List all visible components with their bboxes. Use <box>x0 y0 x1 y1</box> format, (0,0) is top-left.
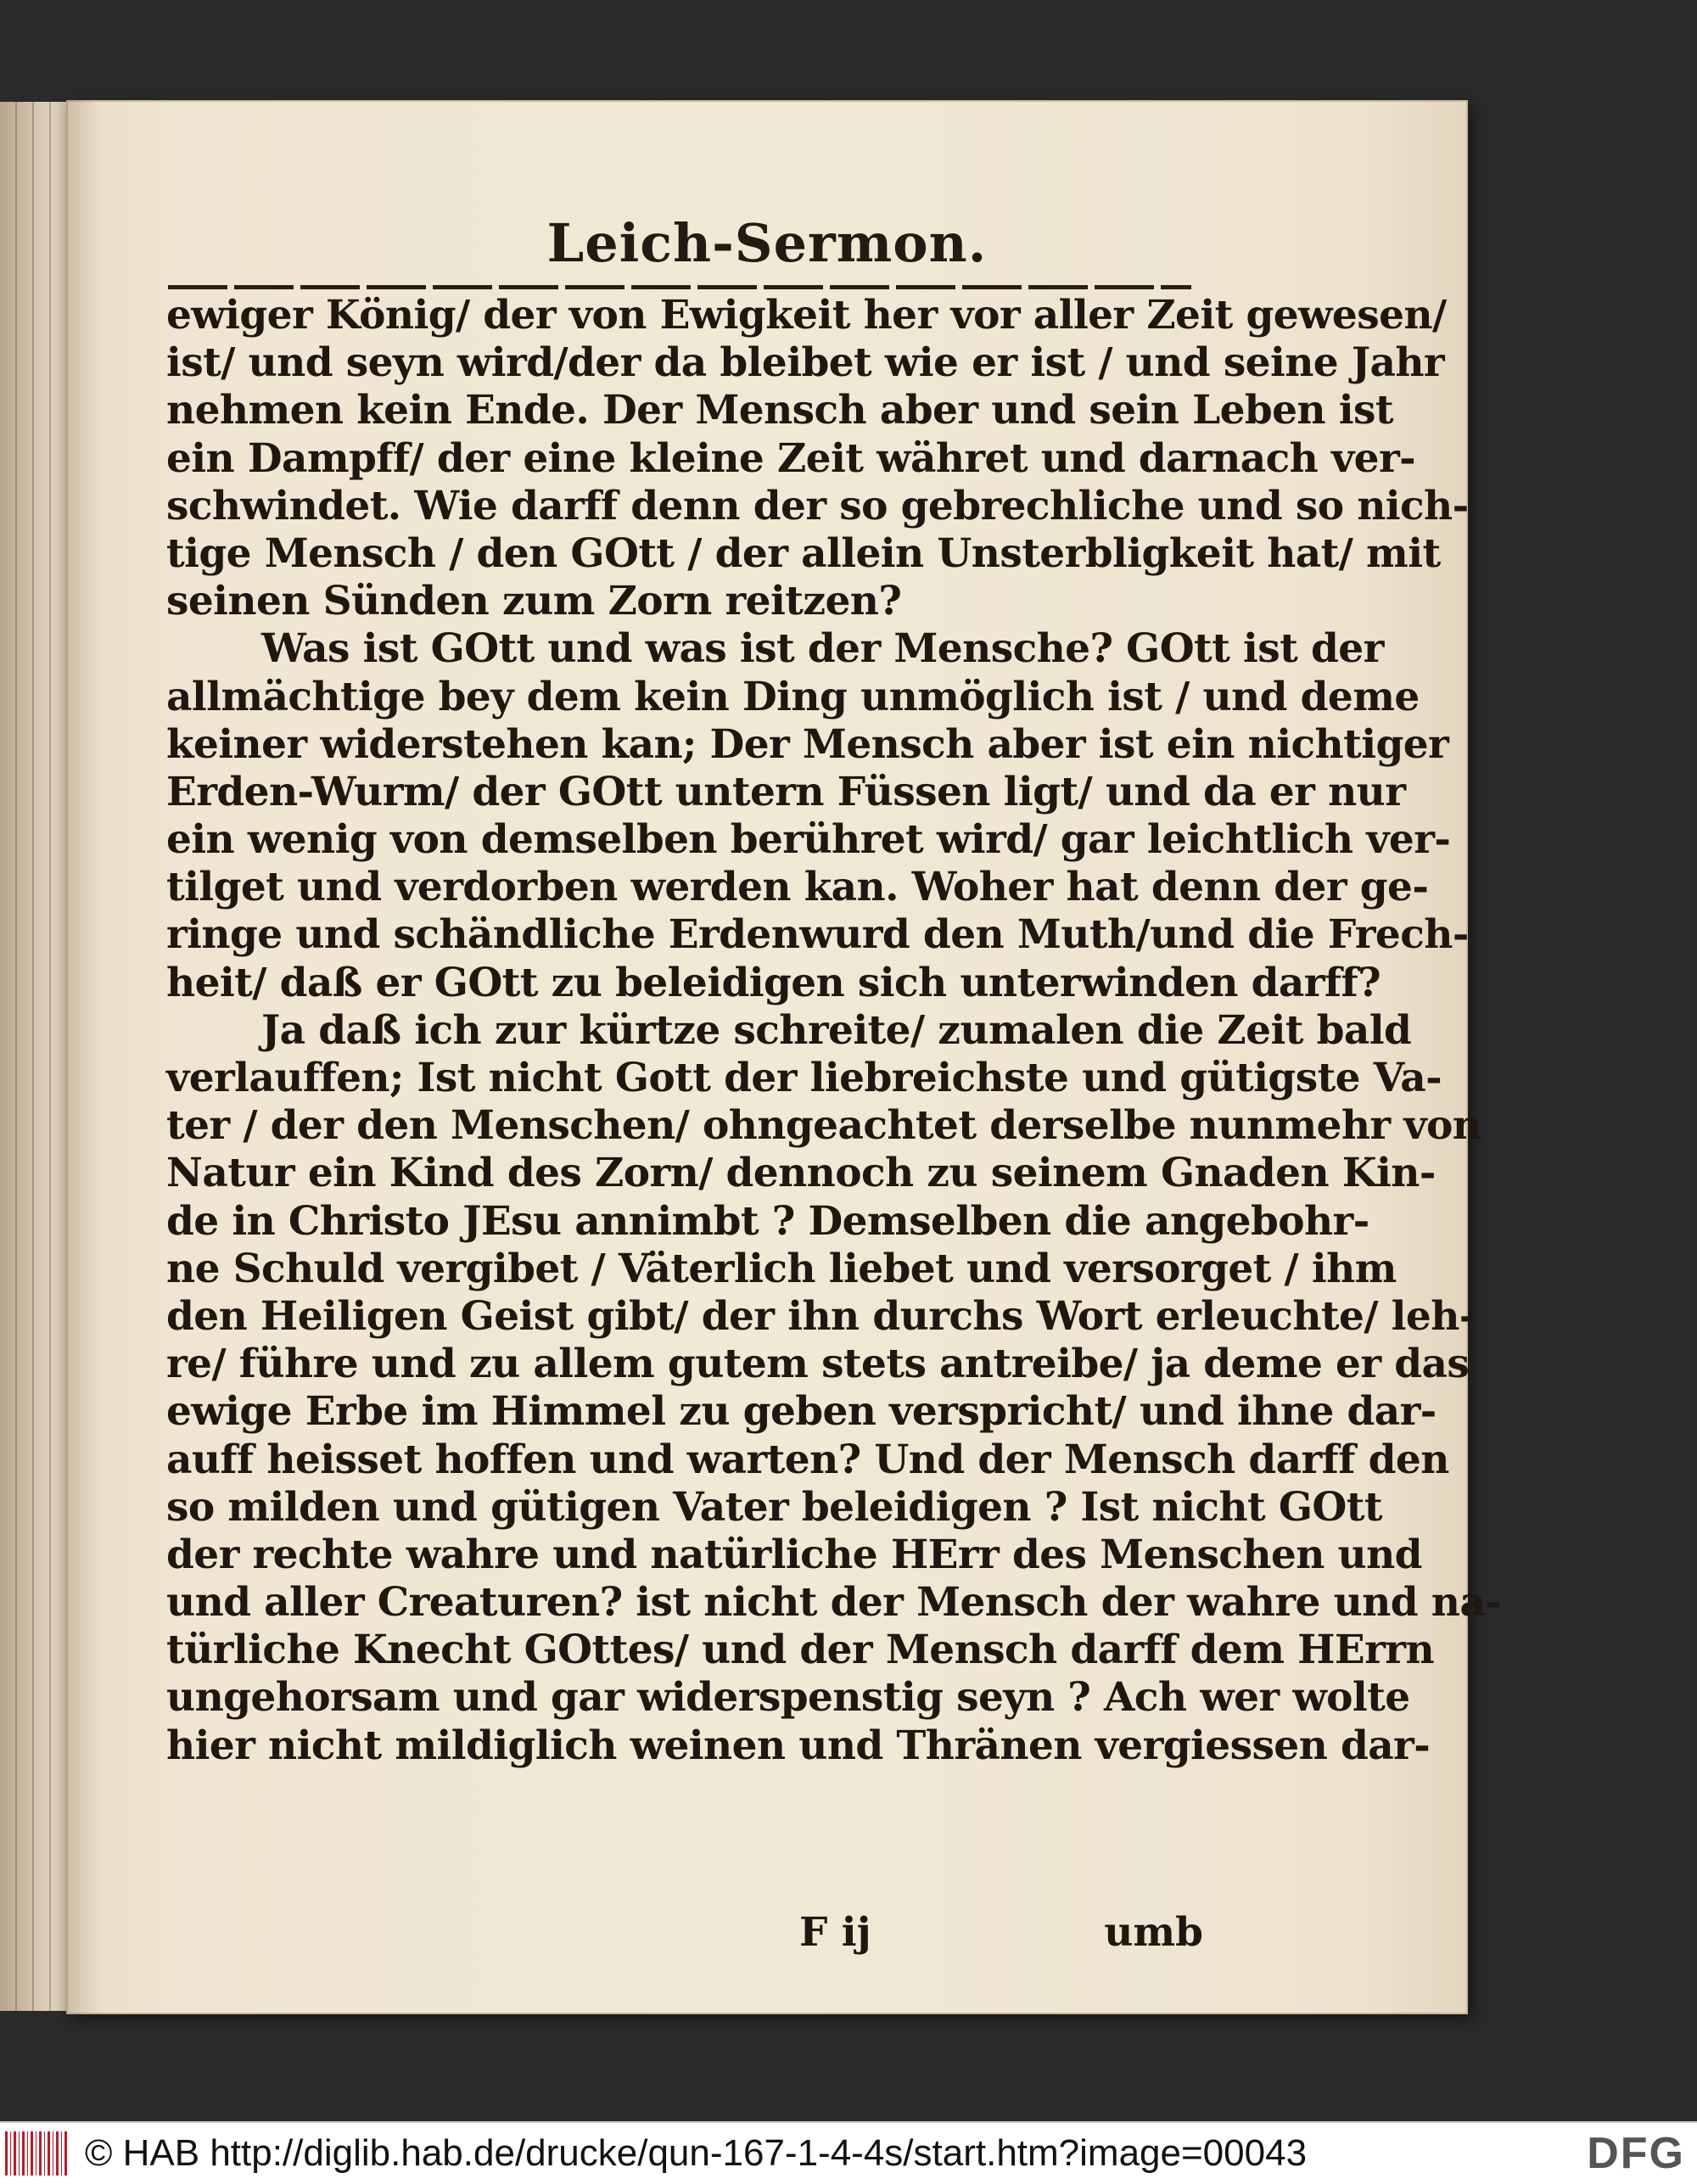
text-line: ewiger König/ der von Ewigkeit her vor aller Zeit gewesen/ <box>166 292 1447 339</box>
text-line: ewige Erbe im Himmel zu geben verspricht/ und ihne dar- <box>166 1388 1437 1436</box>
text-line: ter / der den Menschen/ ohngeachtet derselbe nunmehr von <box>166 1102 1481 1150</box>
text-line: ungehorsam und gar widerspenstig seyn ? Ach wer wolte <box>166 1674 1410 1722</box>
dfg-logo: DFG <box>1587 2129 1685 2178</box>
text-line: de in Christo JEsu annimbt ? Demselben die angebohr- <box>166 1197 1369 1245</box>
source-link[interactable]: © HAB http://diglib.hab.de/drucke/qun-167-1-4-4s/start.htm?image=00043 <box>85 2132 1308 2174</box>
barcode-icon <box>5 2131 70 2176</box>
page-edge-line <box>32 102 34 2011</box>
text-line: ne Schuld vergibet / Väterlich liebet und versorget / ihm <box>166 1245 1397 1292</box>
running-head: Leich-Sermon. <box>546 212 988 274</box>
page-edge-line <box>15 102 17 2011</box>
text-line: allmächtige bey dem kein Ding unmöglich ist / und deme <box>166 673 1420 720</box>
header-rule <box>168 285 1191 289</box>
page-gutter-shadow <box>66 100 100 2014</box>
book-page <box>66 100 1502 2014</box>
text-line: auff heisset hoffen und warten? Und der Mensch darff den <box>166 1436 1449 1483</box>
text-line: nehmen kein Ende. Der Mensch aber und sein Leben ist <box>166 387 1393 434</box>
text-line: Natur ein Kind des Zorn/ dennoch zu seinem Gnaden Kin- <box>166 1150 1436 1197</box>
book-edge <box>0 102 70 2011</box>
text-line: Ja daß ich zur kürtze schreite/ zumalen die Zeit bald <box>261 1006 1412 1054</box>
text-line: Was ist GOtt und was ist der Mensche? GOtt ist der <box>261 625 1384 673</box>
text-line: ein wenig von demselben berühret wird/ gar leichtlich ver- <box>166 816 1451 864</box>
text-line: heit/ daß er GOtt zu beleidigen sich unterwinden darff? <box>166 959 1381 1006</box>
text-line: re/ führe und zu allem gutem stets antreibe/ ja deme er das <box>166 1341 1470 1388</box>
catchword: umb <box>1104 1909 1203 1956</box>
text-line: der rechte wahre und natürliche HErr des Menschen und <box>166 1531 1422 1578</box>
text-line: ringe und schändliche Erdenwurd den Muth/und die Frech- <box>166 911 1469 959</box>
text-line: den Heiligen Geist gibt/ der ihn durchs Wort erleuchte/ leh- <box>166 1292 1476 1340</box>
text-line: und aller Creaturen? ist nicht der Mensch der wahre und na- <box>166 1579 1502 1627</box>
text-line: tige Mensch / den GOtt / der allein Unsterbligkeit hat/ mit <box>166 529 1441 577</box>
text-line: ist/ und seyn wird/der da bleibet wie er ist / und seine Jahr <box>166 339 1445 387</box>
text-line: keiner widerstehen kan; Der Mensch aber ist ein nichtiger <box>166 720 1449 768</box>
text-line: Erden-Wurm/ der GOtt untern Füssen ligt/ und da er nur <box>166 768 1406 815</box>
text-line: ein Dampff/ der eine kleine Zeit währet und darnach ver- <box>166 434 1416 482</box>
text-line: tilget und verdorben werden kan. Woher hat denn der ge- <box>166 864 1429 911</box>
text-line: so milden und gütigen Vater beleidigen ? Ist nicht GOtt <box>166 1483 1382 1531</box>
text-line: seinen Sünden zum Zorn reitzen? <box>166 578 902 625</box>
signature-mark: F ij <box>799 1909 871 1956</box>
text-line: türliche Knecht GOttes/ und der Mensch darff dem HErrn <box>166 1627 1435 1674</box>
page-edge-line <box>49 102 51 2011</box>
text-line: hier nicht mildiglich weinen und Thränen vergiessen dar- <box>166 1722 1431 1769</box>
attribution-bar <box>0 2121 1697 2184</box>
text-line: verlauffen; Ist nicht Gott der liebreichste und gütigste Va- <box>166 1055 1442 1101</box>
text-line: schwindet. Wie darff denn der so gebrechliche und so nich- <box>166 482 1469 529</box>
body-text <box>166 292 1502 1770</box>
page-footer <box>185 1909 1203 1960</box>
